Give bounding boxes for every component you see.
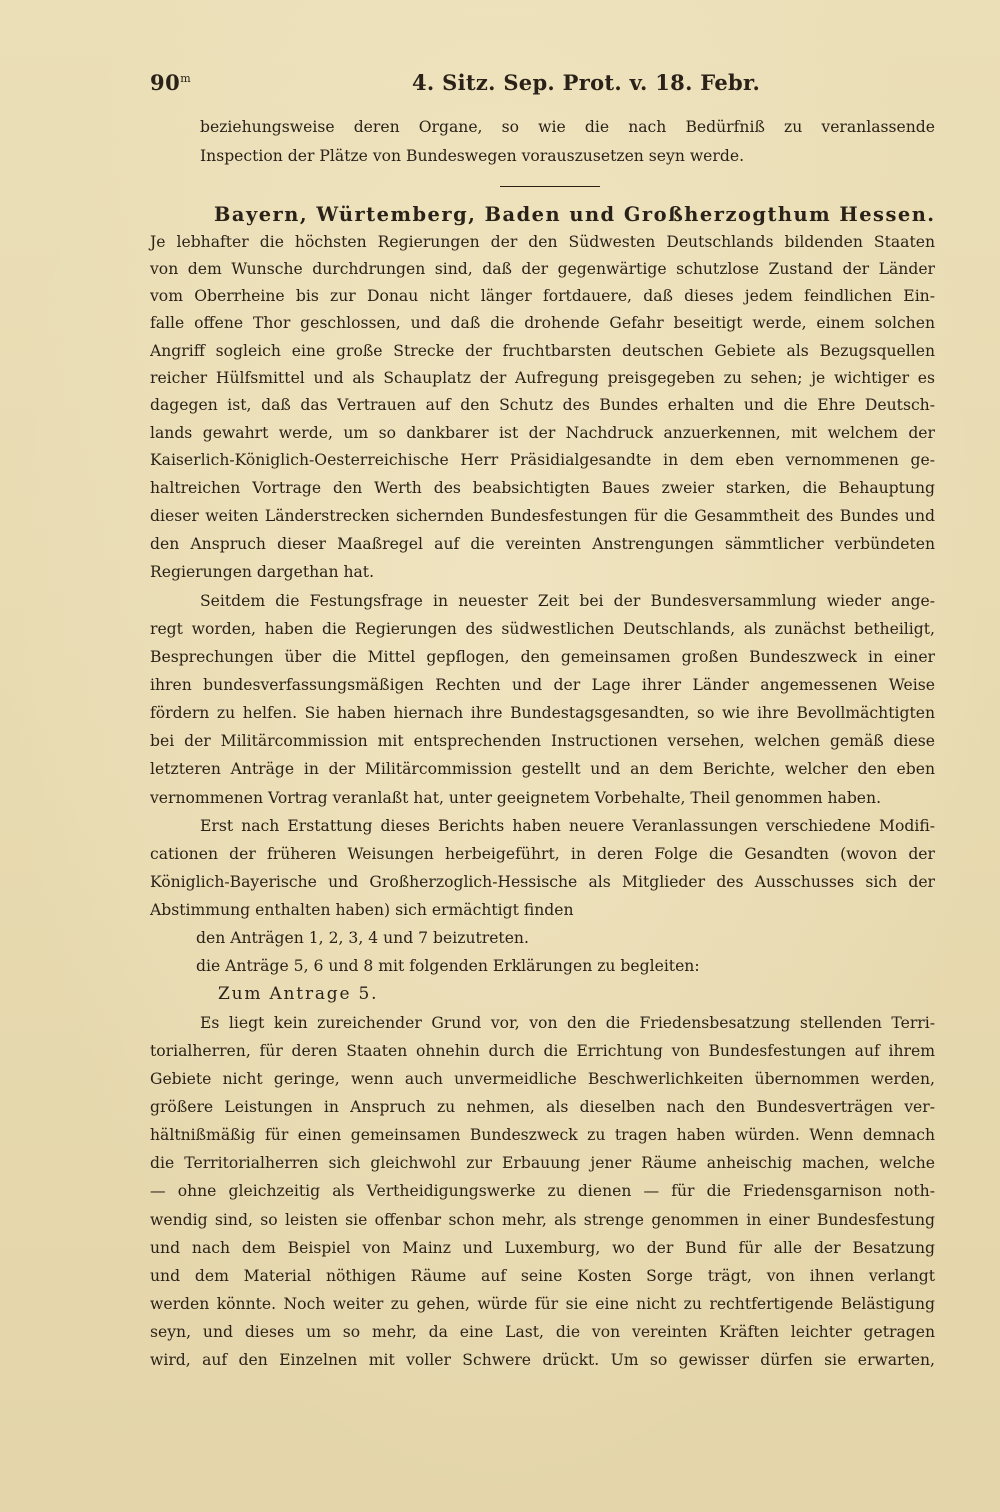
text-line: bei der Militärcommission mit entsprechenden Instructionen versehen, welchen gemäß diese xyxy=(150,732,935,750)
text-line: vernommenen Vortrag veranlaßt hat, unter geeignetem Vorbehalte, Theil genommen haben. xyxy=(150,789,882,807)
text-line: fördern zu helfen. Sie haben hiernach ihre Bundestagsgesandten, so wie ihre Bevollmächtigten xyxy=(150,704,935,722)
text-line: regt worden, haben die Regierungen des südwestlichen Deutschlands, als zunächst betheiligt, xyxy=(150,620,935,638)
text-line: Angriff sogleich eine große Strecke der fruchtbarsten deutschen Gebiete als Bezugsquellen xyxy=(150,342,935,360)
text-line: werden könnte. Noch weiter zu gehen, würde für sie eine nicht zu rechtfertigende Belästigung xyxy=(150,1295,935,1313)
text-line: Abstimmung enthalten haben) sich ermächtigt finden xyxy=(150,901,574,919)
text-line: dieser weiten Länderstrecken sichernden Bundesfestungen für die Gesammtheit des Bundes und xyxy=(150,507,935,525)
text-line: Es liegt kein zureichender Grund vor, von den die Friedensbesatzung stellenden Terri- xyxy=(200,1014,935,1032)
text-line: letzteren Anträge in der Militärcommission gestellt und an dem Berichte, welcher den eben xyxy=(150,760,935,778)
text-line: und nach dem Beispiel von Mainz und Luxemburg, wo der Bund für alle der Besatzung xyxy=(150,1239,935,1257)
text-line: ihren bundesverfassungsmäßigen Rechten und der Lage ihrer Länder angemessenen Weise xyxy=(150,676,935,694)
text-line: wendig sind, so leisten sie offenbar schon mehr, als strenge genommen in einer Bundesfestung xyxy=(150,1211,935,1229)
text-line: und dem Material nöthigen Räume auf seine Kosten Sorge trägt, von ihnen verlangt xyxy=(150,1267,935,1285)
text-line: — ohne gleichzeitig als Vertheidigungswerke zu dienen — für die Friedensgarnison noth- xyxy=(150,1182,935,1200)
text-line: von dem Wunsche durchdrungen sind, daß der gegenwärtige schutzlose Zustand der Länder xyxy=(150,260,935,278)
text-line: größere Leistungen in Anspruch zu nehmen, als dieselben nach den Bundesverträgen ver- xyxy=(150,1098,935,1116)
text-line: den Anspruch dieser Maaßregel auf die vereinten Anstrengungen sämmtlicher verbündeten xyxy=(150,535,935,553)
text-line: dagegen ist, daß das Vertrauen auf den Schutz des Bundes erhalten und die Ehre Deutsch- xyxy=(150,396,935,414)
text-line: lands gewahrt werde, um so dankbarer ist der Nachdruck anzuerkennen, mit welchem der xyxy=(150,424,935,442)
text-line: Besprechungen über die Mittel gepflogen, den gemeinsamen großen Bundeszweck in einer xyxy=(150,648,935,666)
text-line: vom Oberrheine bis zur Donau nicht länger fortdauere, daß dieses jedem feindlichen Ein- xyxy=(150,287,935,305)
page-header xyxy=(150,70,935,104)
text-line: seyn, und dieses um so mehr, da eine Last, die von vereinten Kräften leichter getragen xyxy=(150,1323,935,1341)
subheading: Zum Antrage 5. xyxy=(218,984,379,1004)
text-line: Je lebhafter die höchsten Regierungen der den Südwesten Deutschlands bildenden Staaten xyxy=(150,233,935,251)
text-line: torialherren, für deren Staaten ohnehin durch die Errichtung von Bundesfestungen auf ihrem xyxy=(150,1042,935,1060)
text-line: hältnißmäßig für einen gemeinsamen Bundeszweck zu tragen haben würden. Wenn demnach xyxy=(150,1126,935,1144)
text-line: Inspection der Plätze von Bundeswegen vorauszusetzen seyn werde. xyxy=(200,147,745,165)
text-line: reicher Hülfsmittel und als Schauplatz der Aufregung preisgegeben zu sehen; je wichtiger es xyxy=(150,369,935,387)
list-item: den Anträgen 1, 2, 3, 4 und 7 beizutreten. xyxy=(196,929,529,947)
text-line: cationen der früheren Weisungen herbeigeführt, in deren Folge die Gesandten (wovon der xyxy=(150,845,935,863)
page-number: 90$^m$ xyxy=(150,70,192,95)
text-line: wird, auf den Einzelnen mit voller Schwere drückt. Um so gewisser dürfen sie erwarten, xyxy=(150,1351,935,1369)
text-line: Regierungen dargethan hat. xyxy=(150,563,375,581)
text-line: Erst nach Erstattung dieses Berichts haben neuere Veranlassungen verschiedene Modifi- xyxy=(200,817,935,835)
list-item: die Anträge 5, 6 und 8 mit folgenden Erklärungen zu begleiten: xyxy=(196,957,700,975)
text-line: die Territorialherren sich gleichwohl zur Erbauung jener Räume anheischig machen, welche xyxy=(150,1154,935,1172)
text-line: Kaiserlich-Königlich-Oesterreichische Herr Präsidialgesandte in dem eben vernommenen ge- xyxy=(150,451,935,469)
text-line: Königlich-Bayerische und Großherzoglich-Hessische als Mitglieder des Ausschusses sich der xyxy=(150,873,935,891)
section-heading: Bayern, Würtemberg, Baden und Großherzogthum Hessen. xyxy=(214,203,936,226)
text-line: Seitdem die Festungsfrage in neuester Zeit bei der Bundesversammlung wieder ange- xyxy=(200,592,935,610)
section-divider xyxy=(500,186,600,187)
text-line: beziehungsweise deren Organe, so wie die nach Bedürfniß zu veranlassende xyxy=(200,118,935,136)
running-head: 4. Sitz. Sep. Prot. v. 18. Febr. xyxy=(412,70,761,95)
text-line: Gebiete nicht geringe, wenn auch unvermeidliche Beschwerlichkeiten übernommen werden, xyxy=(150,1070,935,1088)
text-line: haltreichen Vortrage den Werth des beabsichtigten Baues zweier starken, die Behauptung xyxy=(150,479,935,497)
text-line: falle offene Thor geschlossen, und daß die drohende Gefahr beseitigt werde, einem solchen xyxy=(150,314,935,332)
